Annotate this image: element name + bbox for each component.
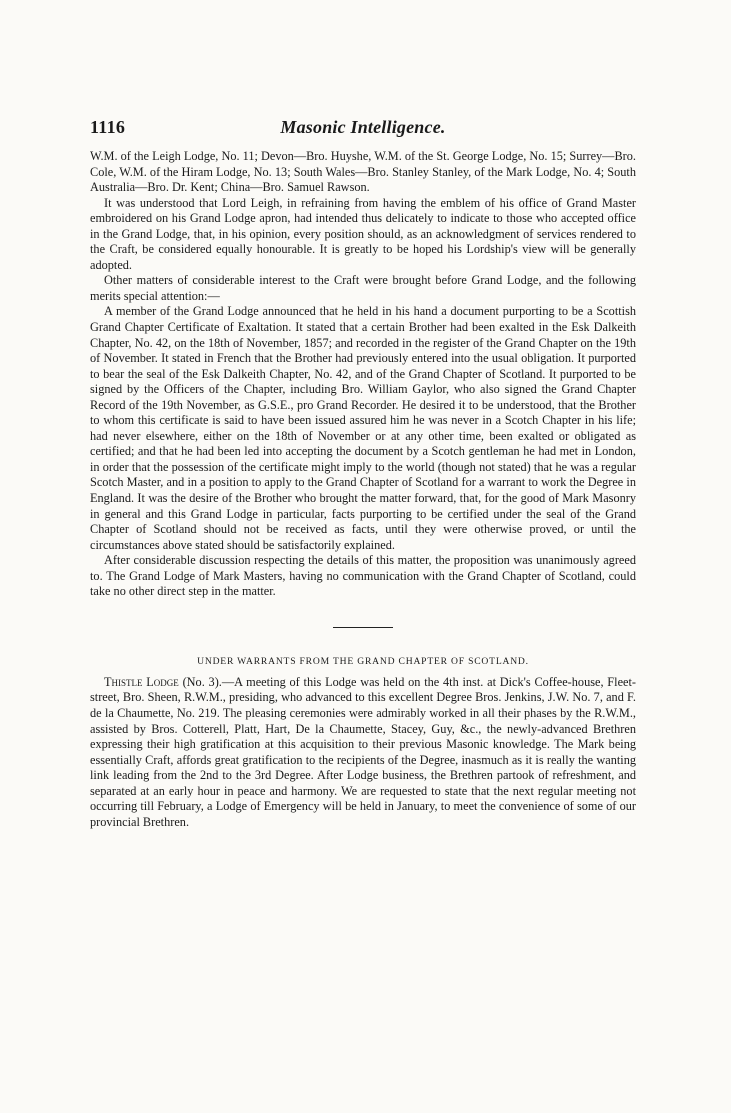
thistle-lodge-report: (No. 3).—A meeting of this Lodge was held on the 4th inst. at Dick's Coffee-house, Fleet-street, Bro. Sheen, R.W.M., presiding, who advanced to this excellent Degree Bros. Jenkins, J.W. No. 7, and F. de la Chaumette, No. 219. The pleasing ceremonies were admirably worked in all their phases by the R.W.M., assisted by Bros. Cotterell, Platt, Hart, De la Chaumette, Stacey, Guy, &c., the newly-advanced Brethren expressing their high gratification at this acquisition to their previous Masonic knowledge. The Mark being essentially Craft, affords great gratification to the recipients of the Degree, inasmuch as it is really the wanting link leading from the 2nd to the 3rd Degree. After Lodge business, the Brethren partook of refreshment, and separated at an early hour in peace and harmony. We are requested to state that the next regular meeting not occurring till February, a Lodge of Emergency will be held in January, to meet the convenience of some of our provincial Brethren. — [90, 674, 636, 829]
paragraph-lord-leigh: It was understood that Lord Leigh, in refraining from having the emblem of his office of Grand Master embroidered on his Grand Lodge apron, had intended thus delicately to indicate to those who accepted office in the Grand Lodge, that, in his opinion, every position should, as an acknowledgment of services rendered to the Craft, be considered equally honourable. It is greatly to be hoped his Lordship's view will be generally adopted. — [90, 195, 636, 272]
running-title: Masonic Intelligence. — [280, 117, 446, 137]
section-divider — [333, 627, 393, 628]
page-number: 1116 — [90, 117, 126, 137]
paragraph-continuation: W.M. of the Leigh Lodge, No. 11; Devon—Bro. Huyshe, W.M. of the St. George Lodge, No. 15; Surrey—Bro. Cole, W.M. of the Hiram Lodge, No. 13; South Wales—Bro. Stanley Stanley, of the Mark Lodge, No. 4; South Australia—Bro. Dr. Kent; China—Bro. Samuel Rawson. — [90, 149, 636, 195]
section-heading: UNDER WARRANTS FROM THE GRAND CHAPTER OF SCOTLAND. — [197, 655, 529, 667]
page — [90, 117, 636, 830]
paragraph-certificate: A member of the Grand Lodge announced that he held in his hand a document purporting to be a Scottish Grand Chapter Certificate of Exaltation. It stated that a certain Brother had been exalted in the Esk Dalkeith Chapter, No. 42, on the 18th of November, 1857; and recorded in the register of the Grand Chapter on the 19th of November. It stated in French that the Brother had previously entered into the usual obligation. It purported to bear the seal of the Esk Dalkeith Chapter, No. 42, and of the Grand Chapter of Scotland. It purported to be signed by the Officers of the Chapter, including Bro. William Gaylor, who also signed the Grand Chapter Record of the 19th November, as G.S.E., pro Grand Recorder. He desired it to be understood, that the Brother to whom this certificate is said to have been issued assured him he was never in a Scotch Chapter in his life; had never elsewhere, either on the 18th of November or at any other time, been exalted or obligated as certified; and that he had been led into accepting the document by a Scotch gentleman he had met in London, in order that the possession of the certificate might imply to the world (though not stated) that he was a regular Scotch Master, and in a position to apply to the Grand Chapter of Scotland for a warrant to work the Degree in England. It was the desire of the Brother who brought the matter forward, that, for the good of Mark Masonry in general and this Grand Lodge in particular, facts purporting to be certified under the seal of the Grand Chapter of Scotland should not be received as facts, until they were otherwise proved, or until the circumstances above stated should be satisfactorily explained. — [90, 304, 636, 552]
paragraph-discussion: After considerable discussion respecting the details of this matter, the proposition was unanimously agreed to. The Grand Lodge of Mark Masters, having no communication with the Grand Chapter of Scotland, could take no other direct step in the matter. — [90, 553, 636, 599]
paragraph-thistle-lodge — [90, 675, 636, 830]
lodge-name: Thistle Lodge — [104, 674, 179, 689]
page-header — [90, 117, 636, 145]
article-body — [90, 149, 636, 600]
paragraph-other-matters: Other matters of considerable interest to the Craft were brought before Grand Lodge, and the following merits special attention:— — [90, 273, 636, 303]
